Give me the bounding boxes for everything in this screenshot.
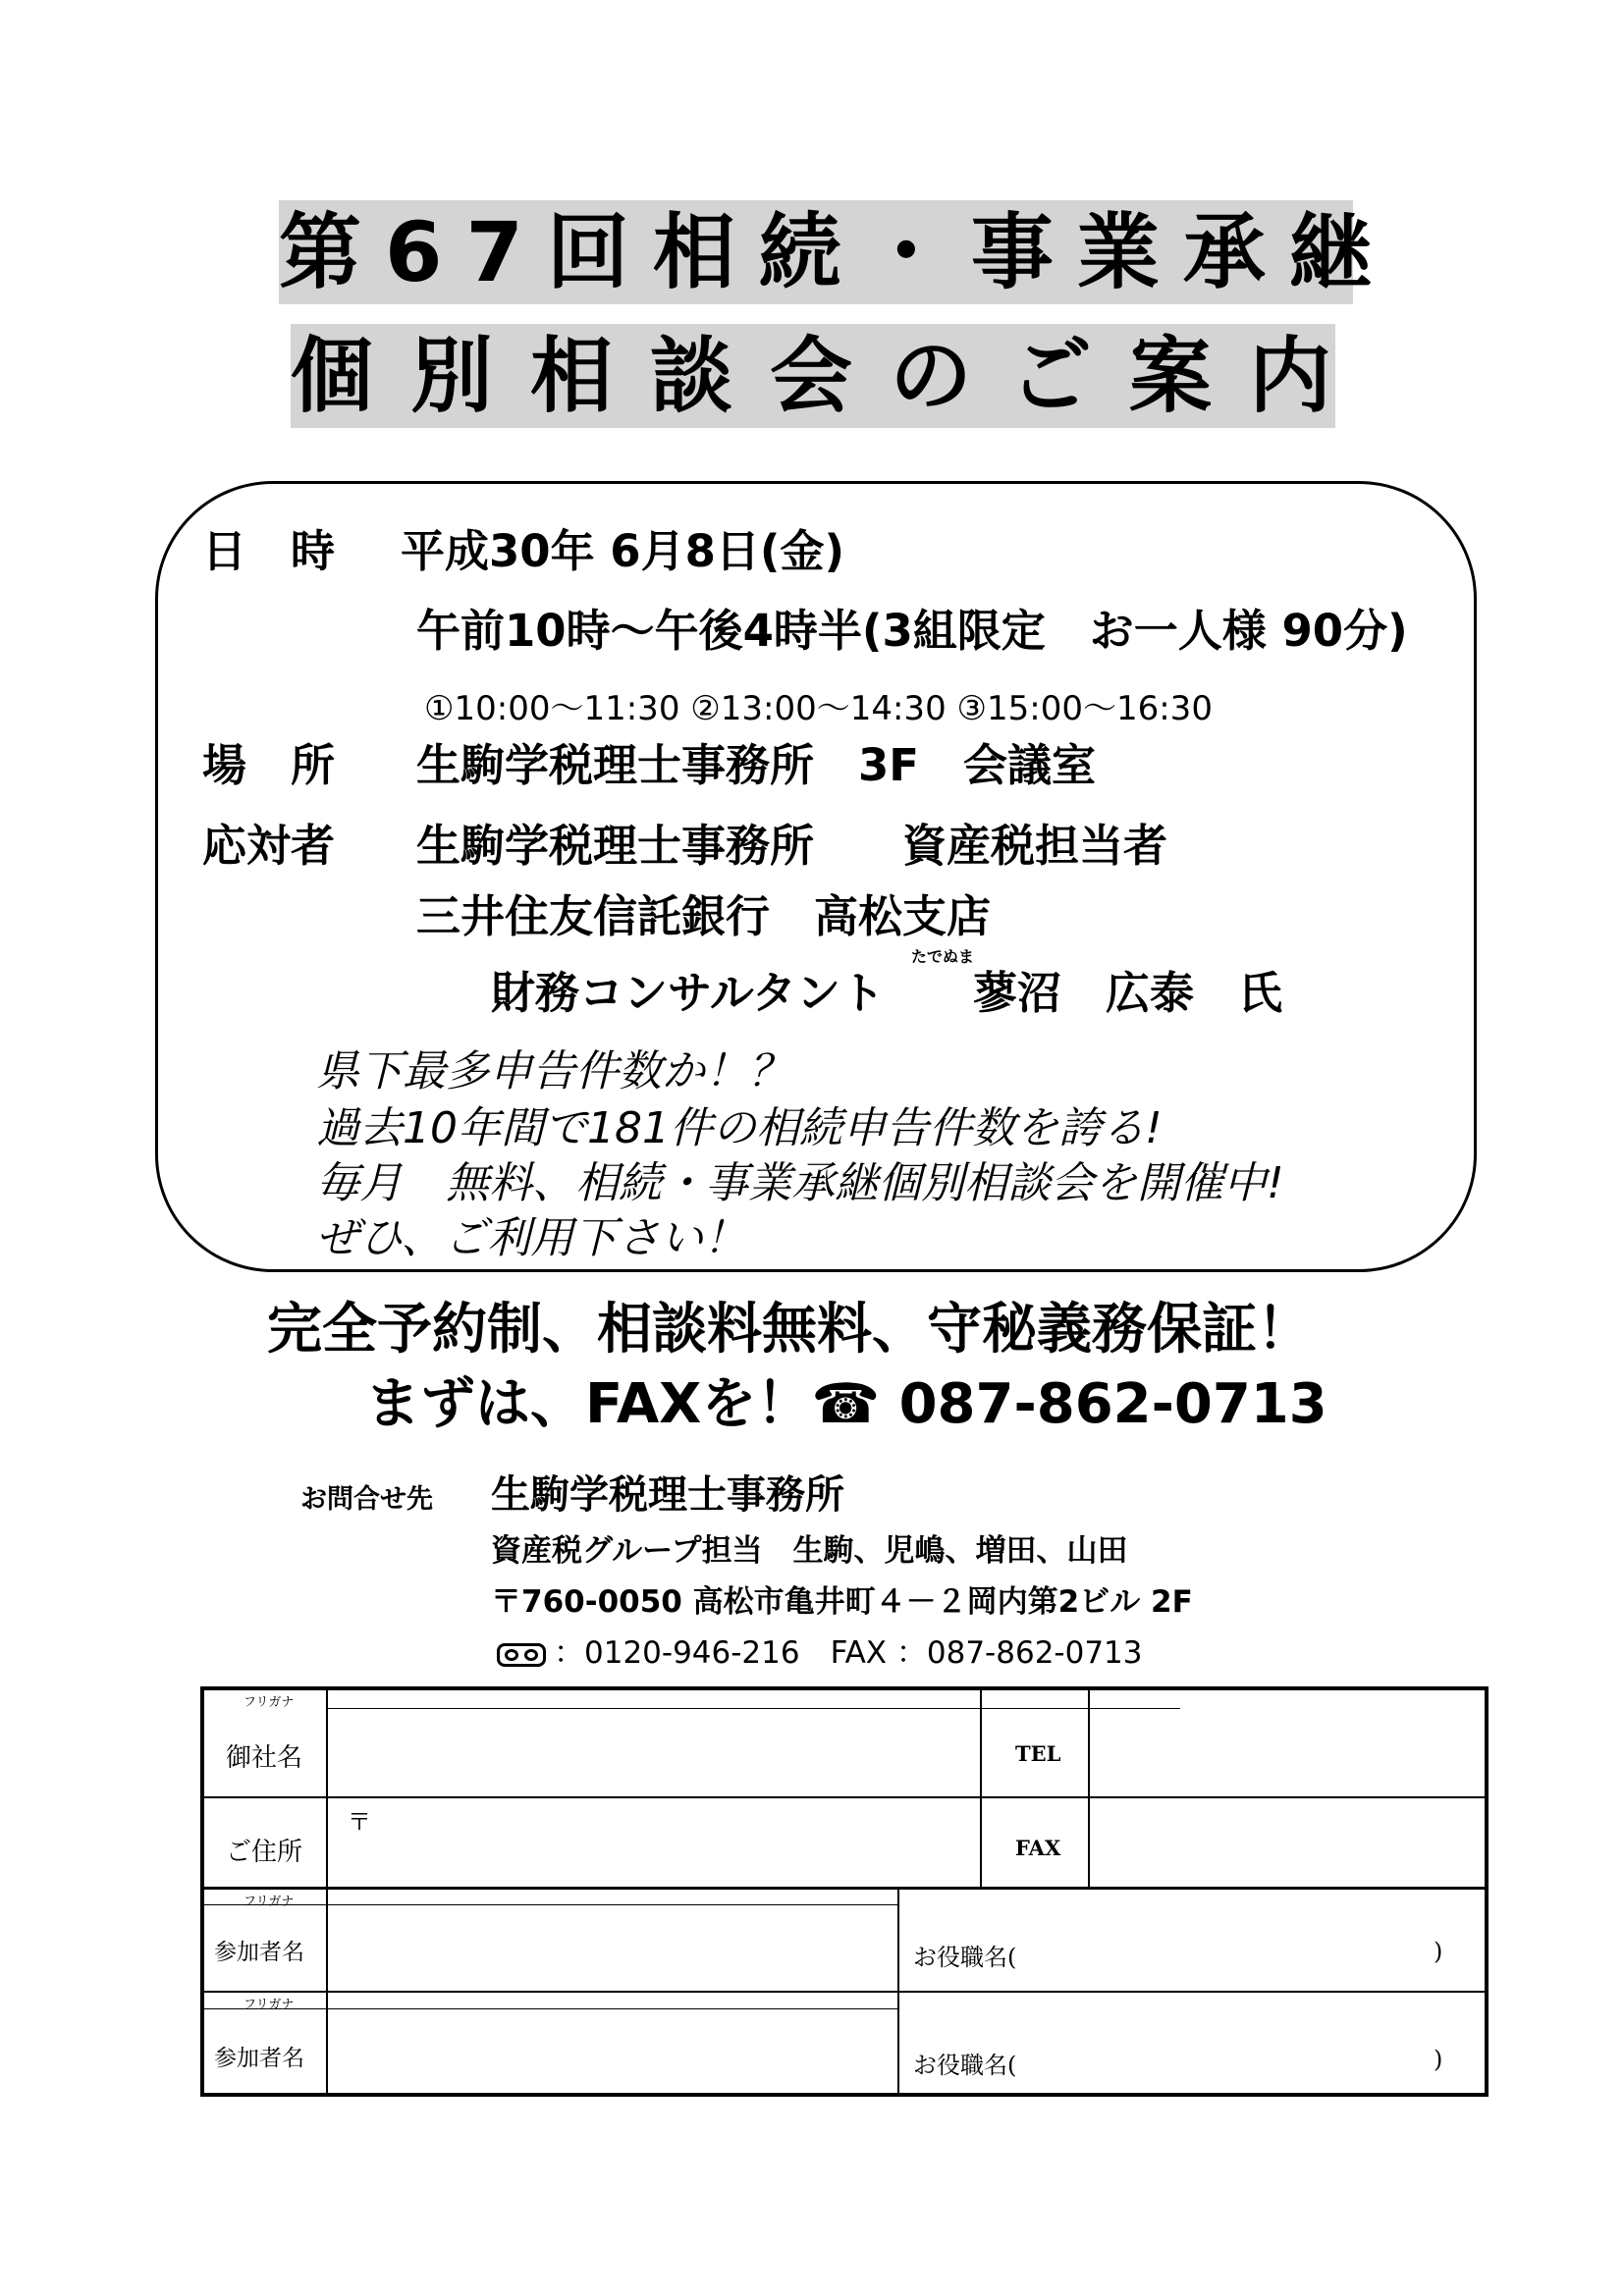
position-2-label: お役職名( [913,2052,1017,2079]
fax-input[interactable] [1094,1802,1485,1885]
promo-line-3: 毎月 無料、相続・事業承継個別相談会を開催中! [316,1158,1284,1208]
position-2-input[interactable] [1045,2036,1432,2077]
registration-form [200,1686,1489,2097]
title-line-2: 個別相談会のご案内 [291,324,1335,428]
contact-office: 生駒学税理士事務所 [491,1472,844,1518]
position-2-close: ) [1434,2046,1443,2073]
promo-line-4: ぜひ、ご利用下さい！ [316,1213,747,1263]
position-1-label: お役職名( [913,1944,1017,1971]
position-1-close: ) [1434,1938,1443,1965]
contact-label: お問合せ先 [300,1484,433,1515]
promo-line-1: 県下最多申告件数か！？ [316,1046,791,1096]
title-line-1: 第67回相続・事業承継 [279,200,1353,304]
participant-1-input[interactable] [332,1908,895,1989]
participant-1-label: 参加者名 [214,1940,304,1965]
postal-mark: 〒 [348,1808,371,1836]
contact-staff: 資産税グループ担当 生駒、児嶋、増田、山田 [491,1533,1128,1569]
tel-input[interactable] [1094,1692,1485,1794]
contact-address: 〒760-0050 高松市亀井町４－２岡内第2ビル 2F [491,1584,1193,1620]
furigana-label-participant-1: フリガナ [244,1895,295,1909]
notice-line-1: 完全予約制、相談料無料、守秘義務保証！ [267,1298,1312,1362]
contact-phone-row [497,1633,1143,1673]
staff-line-1: 生駒学税理士事務所 資産税担当者 [416,820,1168,872]
event-date: 平成30年 6月8日(金) [401,525,845,577]
company-input[interactable] [332,1712,978,1794]
time-slots: ①10:00～11:30 ②13:00～14:30 ③15:00～16:30 [424,689,1213,728]
place-label: 場 所 [202,739,336,791]
staff-line-3: 財務コンサルタント 蓼沼 広泰 氏 [491,967,1282,1019]
position-1-input[interactable] [1045,1930,1432,1971]
contact-phone: ：0120-946-216 FAX ：087-862-0713 [554,1635,1143,1671]
free-dial-icon [497,1643,546,1667]
date-label: 日 時 [202,525,336,577]
staff-line-2: 三井住友信託銀行 高松支店 [416,890,992,942]
address-label: ご住所 [226,1838,303,1867]
participant-2-label: 参加者名 [214,2046,304,2071]
event-place: 生駒学税理士事務所 3F 会議室 [416,739,1097,791]
participant-2-input[interactable] [332,2012,895,2091]
fax-label: FAX [1015,1836,1061,1860]
tel-label: TEL [1015,1741,1061,1766]
promo-line-2: 過去10年間で181件の相続申告件数を誇る! [316,1103,1163,1153]
event-time: 午前10時～午後4時半(3組限定 お一人様 90分) [416,605,1408,657]
furigana-label-participant-2: フリガナ [244,1998,295,2012]
company-label: 御社名 [226,1743,303,1773]
staff-name-ruby: たでぬま [911,947,975,966]
furigana-label-company: フリガナ [244,1695,295,1710]
address-input[interactable] [332,1802,978,1885]
staff-label: 応対者 [202,820,336,872]
notice-line-2: まずは、FAXを！☎ 087-862-0713 [365,1372,1327,1436]
